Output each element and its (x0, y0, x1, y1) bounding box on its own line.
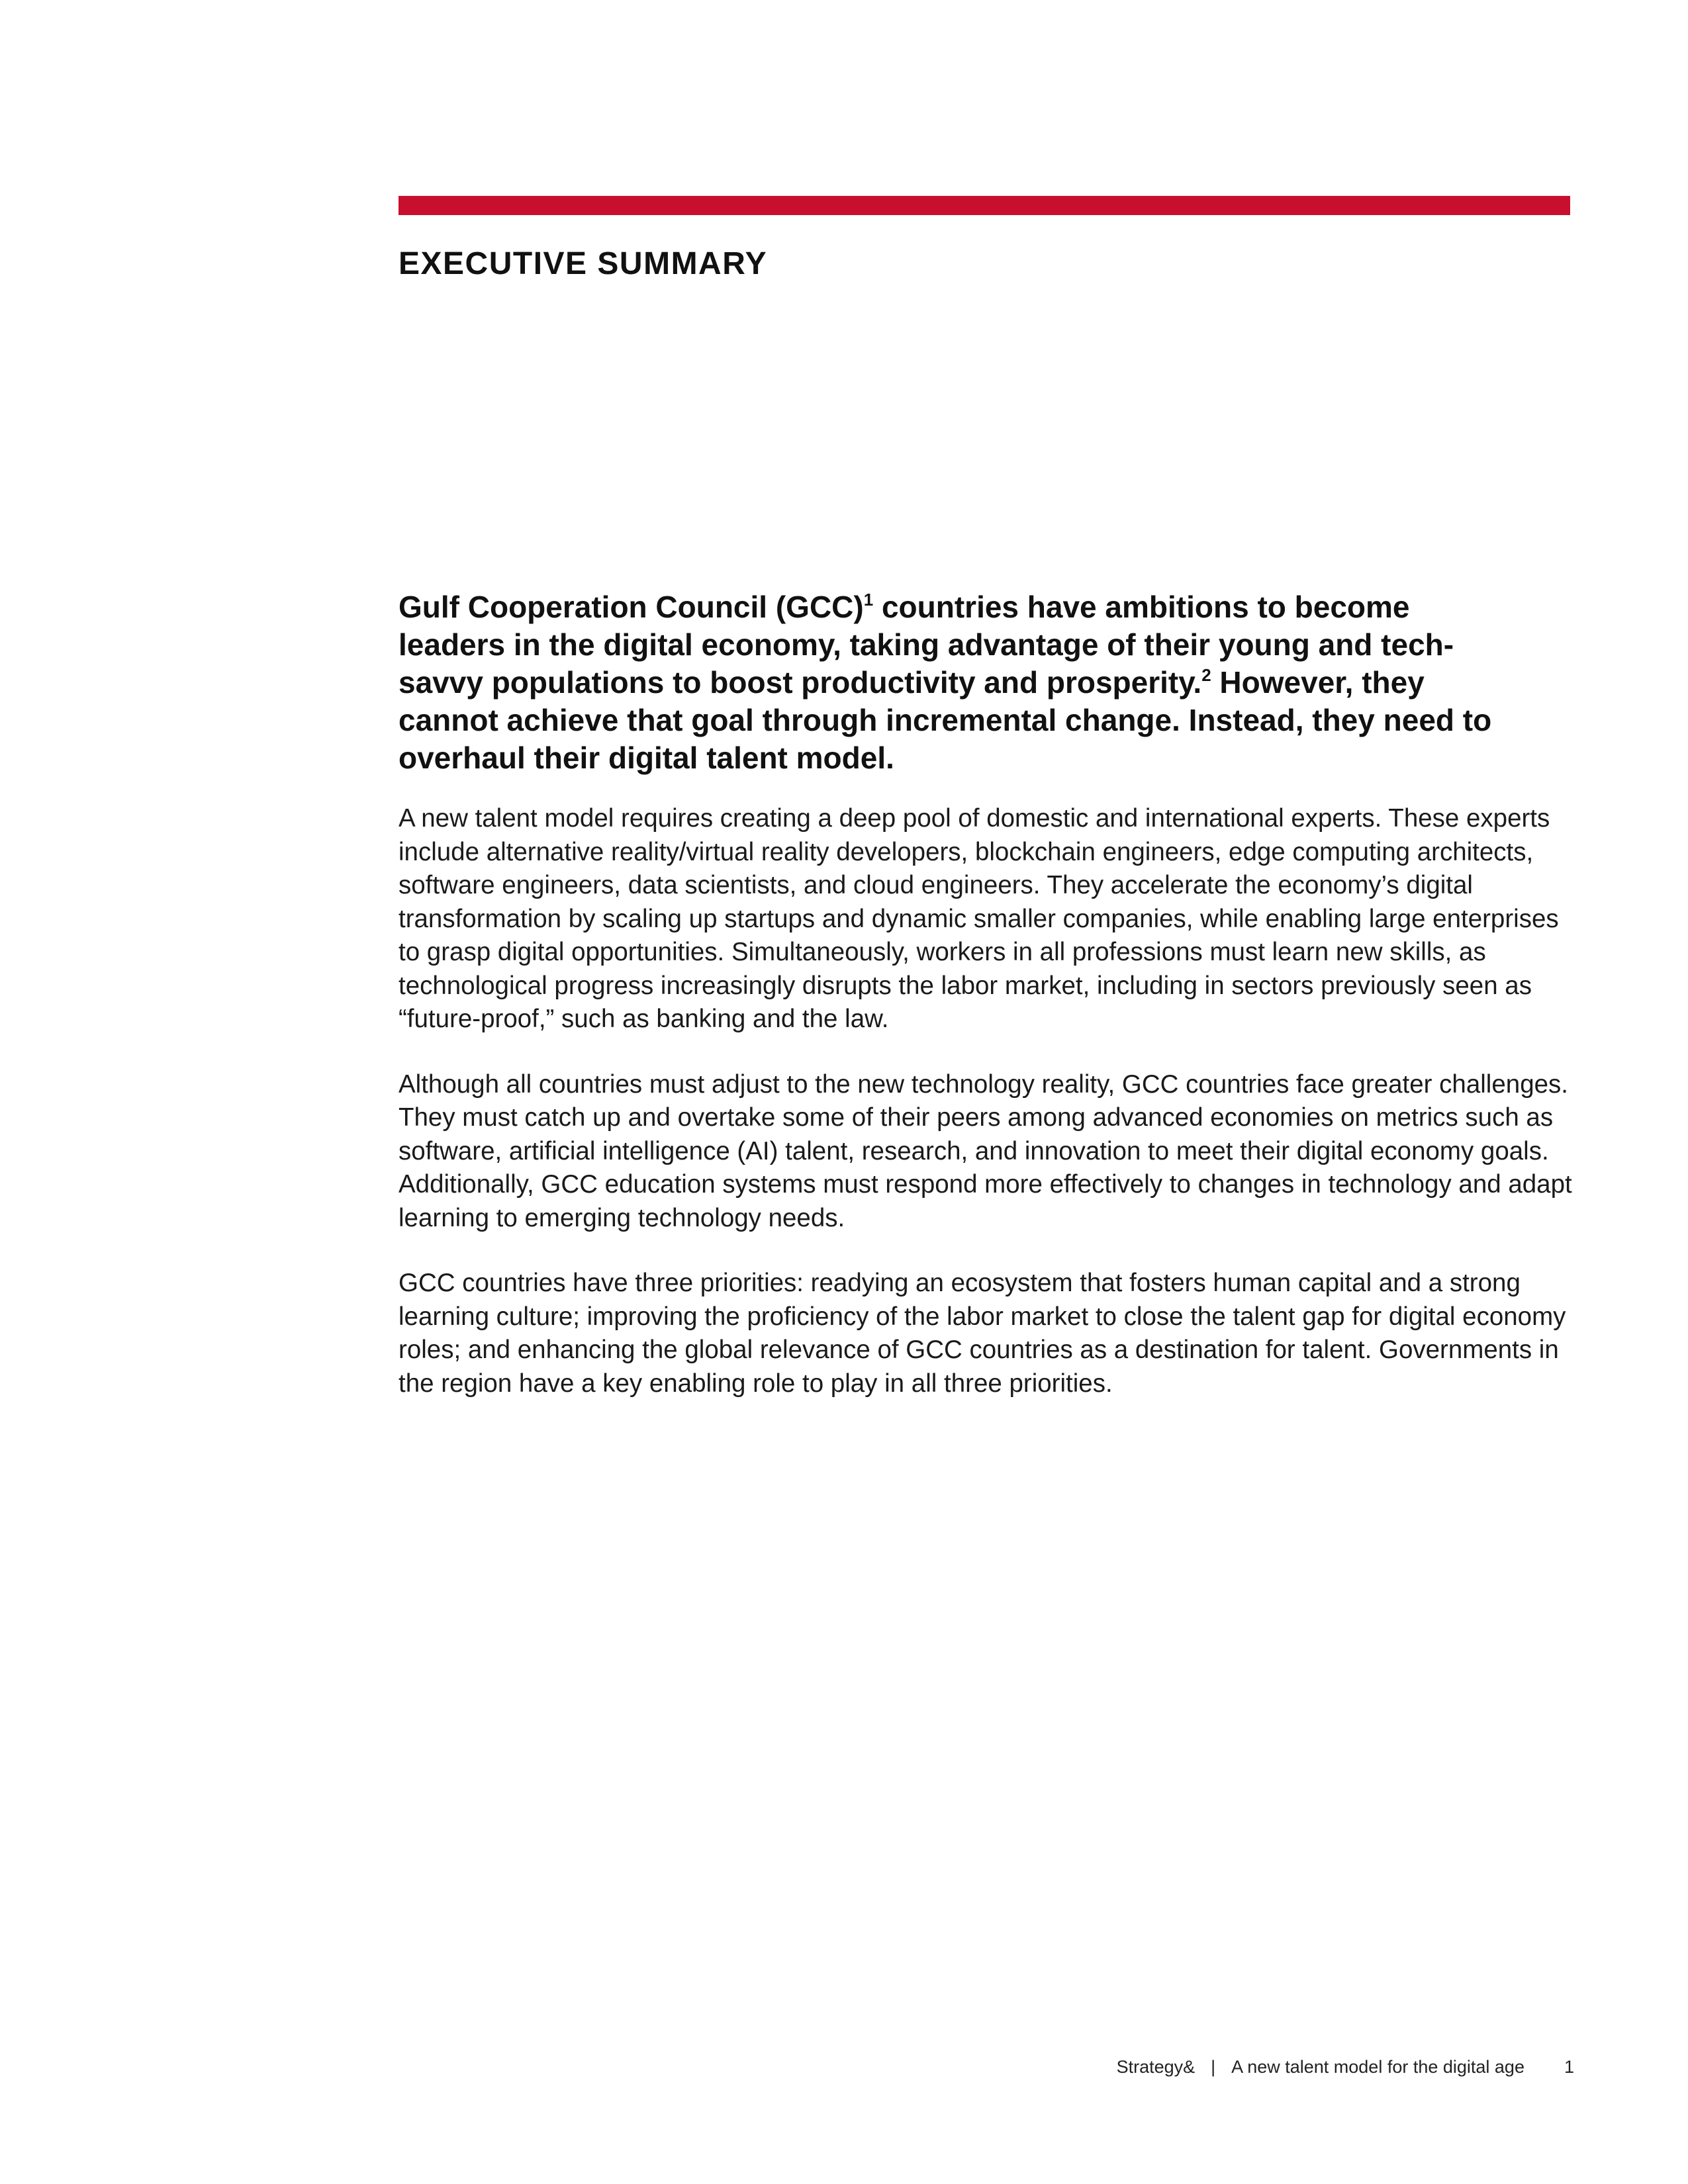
section-title: EXECUTIVE SUMMARY (399, 246, 768, 281)
body-paragraph: GCC countries have three priorities: readying an ecosystem that fosters human capital and a strong learning culture; improving the proficiency of the labor market to close the talent gap for digital economy roles; and enhancing the global relevance of GCC countries as a destination for talent. Governments in the region have a key enabling role to play in all three priorities. (399, 1269, 1566, 1398)
footer-separator: | (1211, 2057, 1216, 2077)
footer-brand: Strategy& (1116, 2057, 1196, 2077)
body-paragraph: Although all countries must adjust to the new technology reality, GCC countries face greater challenges. They must catch up and overtake some of their peers among advanced economies on metrics such as software, artificial intelligence (AI) talent, research, and innovation to meet their digital economy goals. Additionally, GCC education systems must respond more effectively to changes in technology and adapt learning to emerging technology needs. (399, 1069, 1572, 1232)
body-paragraph: A new talent model requires creating a deep pool of domestic and international experts. These experts include alternative reality/virtual reality developers, blockchain engineers, edge computing architects, software engineers, data scientists, and cloud engineers. They accelerate the economy’s digital transformation by scaling up startups and dynamic smaller companies, while enabling large enterprises to grasp digital opportunities. Simultaneously, workers in all professions must learn new skills, as technological progress increasingly disrupts the labor market, including in sectors previously seen as “future-proof,” such as banking and the law. (399, 804, 1559, 1033)
lead-text-part3: However, they cannot achieve that goal through incremental change. Instead, they need to overhaul their digital talent model. (399, 665, 1492, 775)
footnote-marker-2: 2 (1201, 664, 1211, 685)
accent-bar (399, 196, 1570, 215)
lead-text-part1: Gulf Cooperation Council (GCC) (399, 590, 864, 624)
footer-report-title: A new talent model for the digital age (1231, 2057, 1524, 2077)
footnote-marker-1: 1 (863, 589, 874, 610)
page-number: 1 (1564, 2057, 1574, 2077)
lead-text-part2: countries have ambitions to become leaders in the digital economy, taking advantage of their young and tech-savvy populations to boost productivity and prosperity. (399, 590, 1454, 700)
lead-paragraph (399, 588, 1517, 777)
page-footer (1117, 2057, 1574, 2077)
main-content (399, 588, 1570, 1432)
